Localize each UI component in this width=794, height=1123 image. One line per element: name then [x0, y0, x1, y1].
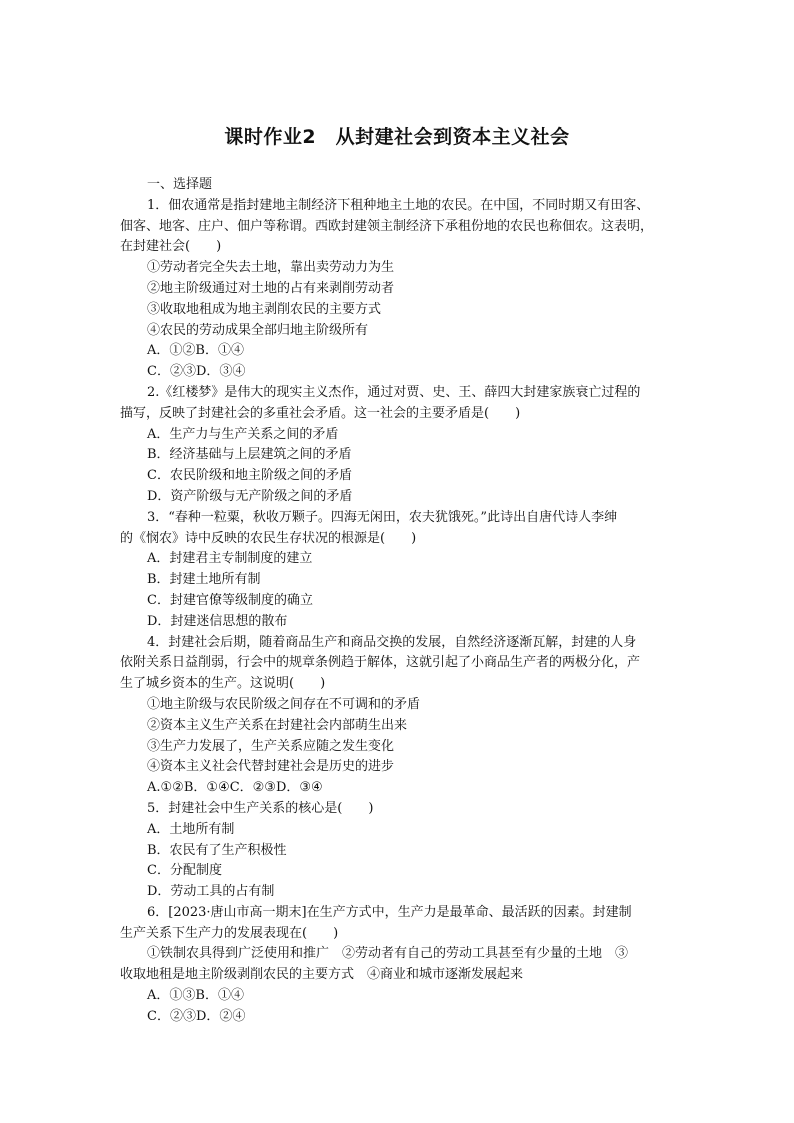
question-stem-line: 生了城乡资本的生产。这说明( ) [120, 676, 326, 692]
question-stem-line: 3．“春种一粒粟，秋收万颗子。四海无闲田，农夫犹饿死。”此诗出自唐代诗人李绅 [147, 509, 618, 525]
answer-options: A.①②B．①④C．②③D．③④ [147, 780, 323, 796]
question-stem-line: 生产关系下生产力的发展表现在( ) [120, 925, 339, 941]
question-1 [120, 196, 680, 383]
answer-option: B．经济基础与上层建筑之间的矛盾 [147, 447, 352, 463]
page-title: 课时作业2 从封建社会到资本主义社会 [224, 126, 570, 148]
answer-option: C．封建官僚等级制度的确立 [147, 592, 313, 608]
question-stem-line: 描写，反映了封建社会的多重社会矛盾。这一社会的主要矛盾是( ) [120, 405, 521, 421]
answer-option: D．封建迷信思想的散布 [147, 613, 288, 629]
answer-option: A．封建君主专制制度的建立 [147, 551, 313, 567]
answer-option: B．农民有了生产积极性 [147, 842, 287, 858]
statement-item: ②资本主义生产关系在封建社会内部萌生出来 [147, 717, 408, 733]
question-stem-line: 5．封建社会中生产关系的核心是( ) [147, 800, 374, 816]
question-stem-line: 在封建社会( ) [120, 239, 222, 255]
question-2 [120, 383, 680, 508]
answer-option: C．分配制度 [147, 863, 222, 879]
statement-item: ③生产力发展了，生产关系应随之发生变化 [147, 738, 395, 754]
question-stem-line: 依附关系日益削弱，行会中的规章条例趋于解体，这就引起了小商品生产者的两极分化，产 [120, 655, 641, 671]
answer-options: C．②③D．②④ [147, 1008, 246, 1024]
statement-item: ④资本主义社会代替封建社会是历史的进步 [147, 759, 395, 775]
answer-options: A．①②B．①④ [147, 343, 244, 359]
statement-item: ①铁制农具得到广泛使用和推广 ②劳动者有自己的劳动工具甚至有少量的土地 ③ [147, 946, 629, 962]
answer-option: A．生产力与生产关系之间的矛盾 [147, 426, 339, 442]
statement-item: 收取地租是地主阶级剥削农民的主要方式 ④商业和城市逐渐发展起来 [120, 967, 524, 983]
answer-option: D．劳动工具的占有制 [147, 884, 275, 900]
question-stem-line: 4．封建社会后期，随着商品生产和商品交换的发展，自然经济逐渐瓦解，封建的人身 [147, 634, 637, 650]
question-stem-line: 2.《红楼梦》是伟大的现实主义杰作，通过对贾、史、王、薛四大封建家族衰亡过程的 [147, 384, 641, 400]
statement-item: ③收取地租成为地主剥削农民的主要方式 [147, 301, 382, 317]
section-heading: 一、选择题 [147, 177, 213, 192]
statement-item: ④农民的劳动成果全部归地主阶级所有 [147, 322, 369, 338]
answer-option: B．封建土地所有制 [147, 572, 261, 588]
answer-options: A．①③B．①④ [147, 988, 244, 1004]
answer-option: C．农民阶级和地主阶级之间的矛盾 [147, 468, 352, 484]
answer-option: A．土地所有制 [147, 821, 235, 837]
question-stem-line: 6．[2023·唐山市高一期末]在生产方式中，生产力是最革命、最活跃的因素。封建制 [147, 904, 632, 920]
question-4 [120, 633, 680, 799]
answer-options: C．②③D．③④ [147, 364, 246, 380]
statement-item: ②地主阶级通过对土地的占有来剥削劳动者 [147, 280, 395, 296]
question-stem-line: 佃客、地客、庄户、佃户等称谓。西欧封建领主制经济下承租份地的农民也称佃农。这表明， [120, 218, 654, 234]
statement-item: ①劳动者完全失去土地，靠出卖劳动力为生 [147, 260, 395, 276]
question-5 [120, 799, 680, 903]
question-6 [120, 903, 680, 1028]
answer-option: D．资产阶级与无产阶级之间的矛盾 [147, 488, 353, 504]
question-stem-line: 的《悯农》诗中反映的农民生存状况的根源是( ) [120, 530, 417, 546]
document-body [120, 175, 680, 1028]
question-3 [120, 508, 680, 633]
statement-item: ①地主阶级与农民阶级之间存在不可调和的矛盾 [147, 696, 421, 712]
question-stem-line: 1．佃农通常是指封建地主制经济下租种地主土地的农民。在中国，不同时期又有田客、 [147, 197, 650, 213]
